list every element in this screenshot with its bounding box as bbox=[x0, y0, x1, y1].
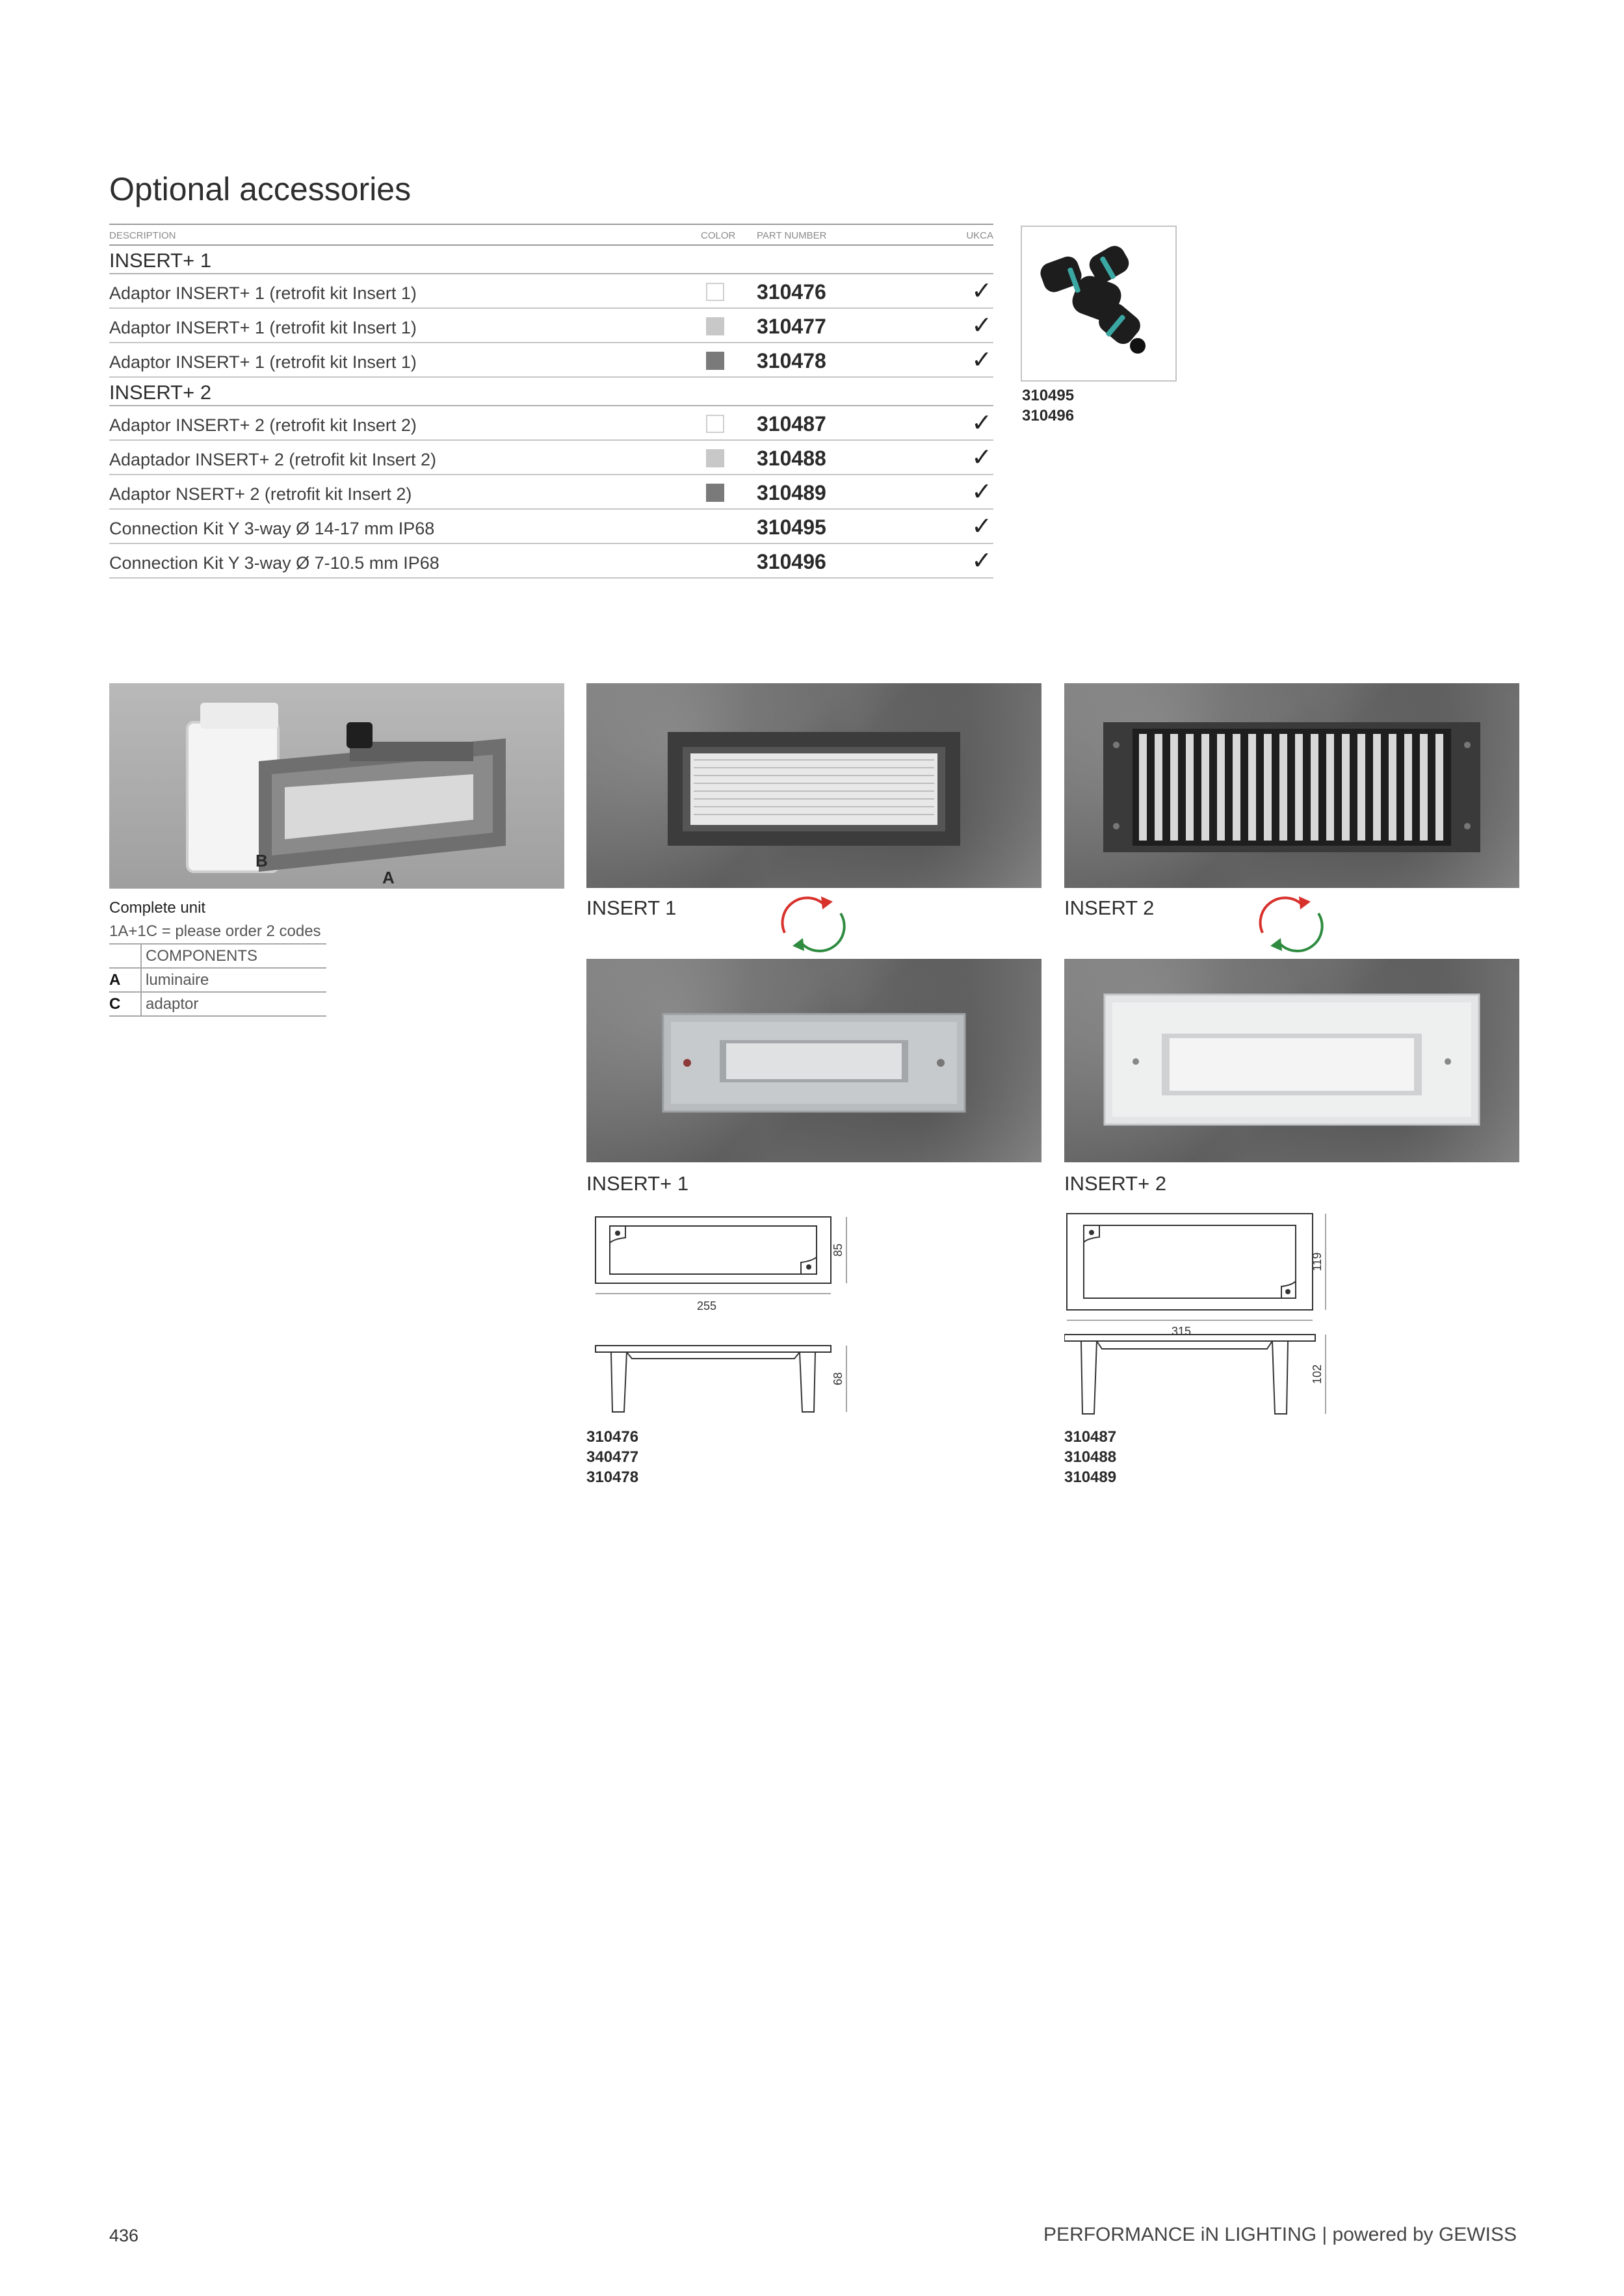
louver-slat bbox=[1435, 734, 1443, 841]
ukca-check-icon: ✓ bbox=[971, 477, 992, 506]
louver-slat bbox=[1295, 734, 1303, 841]
accessories-table bbox=[109, 224, 993, 579]
row-description: Adaptor INSERT+ 1 (retrofit kit Insert 1) bbox=[109, 352, 417, 372]
part-number: 310477 bbox=[757, 315, 826, 338]
louver-slat bbox=[1248, 734, 1256, 841]
louver-slat bbox=[1155, 734, 1162, 841]
ukca-check-icon: ✓ bbox=[971, 276, 992, 305]
louver-slat bbox=[1279, 734, 1287, 841]
color-swatch bbox=[706, 317, 724, 335]
part-number: 310495 bbox=[757, 515, 826, 539]
drawing2-codes bbox=[1064, 1427, 1116, 1487]
row-description: Connection Kit Y 3-way Ø 7-10.5 mm IP68 bbox=[109, 553, 439, 573]
part-code: 310487 bbox=[1064, 1428, 1117, 1446]
color-swatch bbox=[706, 484, 724, 502]
part-number: 310488 bbox=[757, 447, 826, 470]
dim-width: 255 bbox=[696, 1299, 717, 1312]
technical-drawing-insertplus1 bbox=[586, 1209, 872, 1424]
dim-depth: 68 bbox=[832, 1372, 845, 1386]
table-row bbox=[109, 968, 326, 992]
header-color: COLOR bbox=[701, 230, 736, 241]
complete-unit-title: Complete unit bbox=[109, 899, 206, 917]
louver-slat bbox=[1389, 734, 1396, 841]
table-row bbox=[109, 475, 993, 510]
row-description: Adaptor INSERT+ 1 (retrofit kit Insert 1) bbox=[109, 318, 417, 337]
complete-unit-image bbox=[109, 683, 564, 889]
page-number: 436 bbox=[109, 2226, 139, 2245]
footer-brand: PERFORMANCE iN LIGHTING | powered by GEWISS bbox=[1043, 2224, 1517, 2245]
louver-slat bbox=[1170, 734, 1178, 841]
louver-slat bbox=[1233, 734, 1240, 841]
kit-code: 310495 bbox=[1022, 387, 1075, 404]
component-value: adaptor bbox=[141, 992, 326, 1016]
ukca-check-icon: ✓ bbox=[971, 512, 992, 540]
table-row bbox=[109, 406, 993, 441]
part-number: 310478 bbox=[757, 349, 826, 372]
table-row bbox=[109, 309, 993, 343]
label-b: B bbox=[255, 851, 268, 870]
swap-arrows-icon bbox=[1255, 894, 1326, 952]
insertplus1-photo bbox=[586, 959, 1041, 1162]
louver-slat bbox=[1404, 734, 1412, 841]
caption-insert1: INSERT 1 bbox=[586, 896, 677, 919]
group-name: INSERT+ 2 bbox=[109, 381, 212, 404]
table-header bbox=[109, 224, 993, 246]
components-corner bbox=[109, 945, 141, 968]
louver-slat bbox=[1217, 734, 1225, 841]
louver-slat bbox=[1201, 734, 1209, 841]
header-part-number: PART NUMBER bbox=[757, 230, 827, 241]
label-a: A bbox=[382, 868, 395, 887]
caption-insertplus2: INSERT+ 2 bbox=[1064, 1172, 1167, 1195]
part-code: 310478 bbox=[586, 1468, 639, 1486]
louver-slat bbox=[1357, 734, 1365, 841]
table-row bbox=[109, 343, 993, 378]
component-value: luminaire bbox=[141, 968, 326, 992]
header-ukca: UKCA bbox=[966, 230, 993, 241]
component-key: A bbox=[109, 968, 141, 992]
part-code: 310476 bbox=[586, 1428, 639, 1446]
caption-insertplus1: INSERT+ 1 bbox=[586, 1172, 689, 1195]
row-description: Connection Kit Y 3-way Ø 14-17 mm IP68 bbox=[109, 519, 435, 538]
row-description: Adaptor INSERT+ 1 (retrofit kit Insert 1) bbox=[109, 283, 417, 303]
part-number: 310476 bbox=[757, 280, 826, 304]
part-number: 310496 bbox=[757, 550, 826, 573]
dim-height: 119 bbox=[1311, 1252, 1324, 1272]
dim-depth: 102 bbox=[1311, 1364, 1324, 1385]
technical-drawing-insertplus2 bbox=[1064, 1206, 1350, 1424]
insert1-photo bbox=[586, 683, 1041, 888]
ukca-check-icon: ✓ bbox=[971, 311, 992, 339]
part-code: 310488 bbox=[1064, 1448, 1117, 1466]
page-title: Optional accessories bbox=[109, 171, 412, 207]
complete-unit-subtitle: 1A+1C = please order 2 codes bbox=[109, 922, 326, 945]
color-swatch bbox=[706, 449, 724, 467]
row-description: Adaptor NSERT+ 2 (retrofit kit Insert 2) bbox=[109, 484, 412, 504]
ukca-check-icon: ✓ bbox=[971, 345, 992, 374]
louver-slat bbox=[1420, 734, 1428, 841]
dim-width: 315 bbox=[1171, 1325, 1192, 1338]
louver-slat bbox=[1373, 734, 1381, 841]
group-name: INSERT+ 1 bbox=[109, 249, 212, 272]
color-swatch bbox=[706, 283, 724, 301]
ukca-check-icon: ✓ bbox=[971, 408, 992, 437]
table-body bbox=[109, 246, 993, 579]
table-row bbox=[109, 992, 326, 1016]
row-description: Adaptor INSERT+ 2 (retrofit kit Insert 2) bbox=[109, 415, 417, 435]
group-title bbox=[109, 246, 993, 274]
table-row bbox=[109, 510, 993, 544]
louver-slat bbox=[1186, 734, 1194, 841]
color-swatch bbox=[706, 415, 724, 433]
insert2-photo bbox=[1064, 683, 1519, 888]
row-description: Adaptador INSERT+ 2 (retrofit kit Insert 2) bbox=[109, 450, 436, 469]
ukca-check-icon: ✓ bbox=[971, 443, 992, 471]
color-swatch bbox=[706, 352, 724, 370]
components-header: COMPONENTS bbox=[141, 945, 326, 968]
connection-kit-image bbox=[1021, 226, 1177, 382]
dim-height: 85 bbox=[832, 1243, 845, 1257]
table-row bbox=[109, 544, 993, 579]
part-number: 310487 bbox=[757, 412, 826, 436]
header-description: DESCRIPTION bbox=[109, 230, 176, 241]
drawing1-codes bbox=[586, 1427, 638, 1487]
louver-slat bbox=[1264, 734, 1272, 841]
kit-code: 310496 bbox=[1022, 407, 1075, 424]
table-row bbox=[109, 441, 993, 475]
complete-unit-info bbox=[109, 899, 326, 1017]
kit-codes bbox=[1022, 385, 1074, 426]
part-code: 340477 bbox=[586, 1448, 639, 1466]
components-table bbox=[109, 945, 326, 1017]
component-key: C bbox=[109, 992, 141, 1016]
louver-slat bbox=[1139, 734, 1147, 841]
louver-slat bbox=[1342, 734, 1350, 841]
ukca-check-icon: ✓ bbox=[971, 546, 992, 575]
part-number: 310489 bbox=[757, 481, 826, 504]
part-code: 310489 bbox=[1064, 1468, 1117, 1486]
louver-slat bbox=[1311, 734, 1318, 841]
swap-arrows-icon bbox=[777, 894, 848, 952]
insertplus2-photo bbox=[1064, 959, 1519, 1162]
group-title bbox=[109, 378, 993, 406]
table-row bbox=[109, 274, 993, 309]
louver-slat bbox=[1326, 734, 1334, 841]
caption-insert2: INSERT 2 bbox=[1064, 896, 1155, 919]
